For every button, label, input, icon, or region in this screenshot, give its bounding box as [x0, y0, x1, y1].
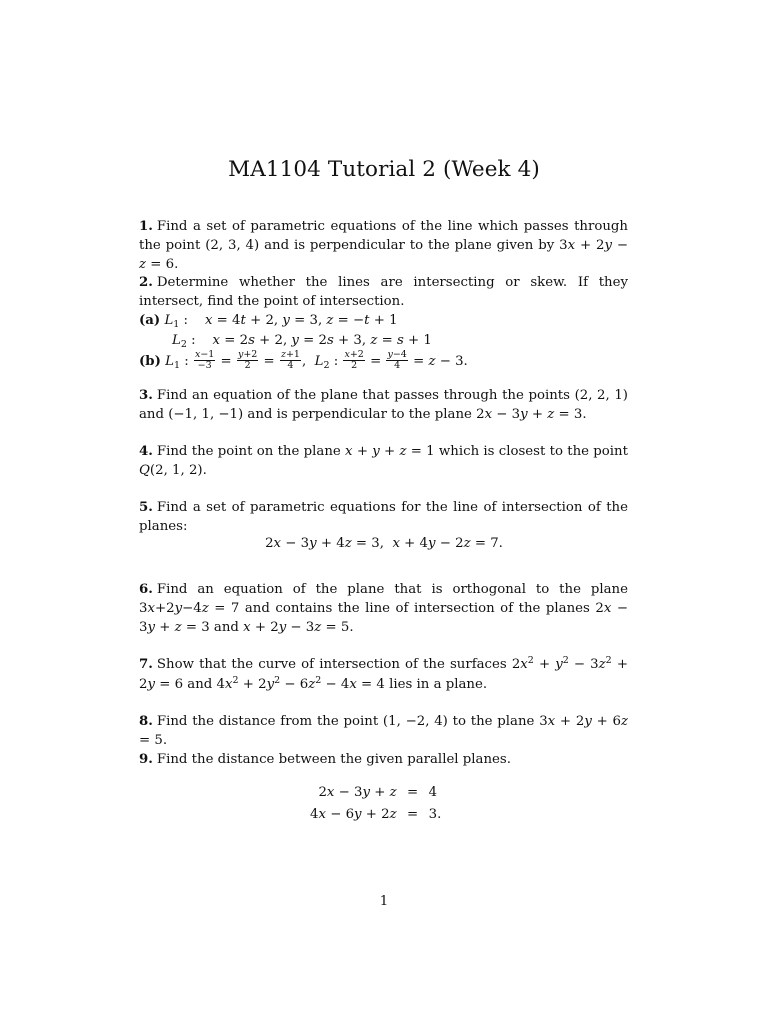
problem-5-display-equation: 2x − 3y + 4z = 3, x + 4y − 2z = 7. — [265, 536, 503, 551]
page-number: 1 — [379, 894, 389, 909]
problem-8: 8. Find the distance from the point (1, −2, 4) to the plane 3x + 2y + 6z = 5. — [139, 714, 628, 748]
problem-number: 1. — [139, 219, 153, 234]
problem-number: 9. — [139, 752, 153, 767]
problem-2-part-a: (a) $L_1$ : x = 4t + 2, y = 3, z = −t + 1 — [139, 313, 398, 330]
problem-number: 8. — [139, 714, 153, 729]
problem-4: 4. Find the point on the plane x + y + z = 1 which is closest to the point Q(2, 1, 2). — [139, 444, 628, 478]
problem-9-equation-array — [310, 781, 441, 825]
problem-2-part-a-line-2: $L_2$ : x = 2s + 2, y = 2s + 3, z = s + 1 — [172, 333, 432, 350]
problem-3: 3. Find an equation of the plane that passes through the points (2, 2, 1) and (−1, 1, −1) and is perpendicular to the plane 2x − 3y + z = 3. — [139, 388, 628, 422]
problem-2: 2. Determine whether the lines are intersecting or skew. If they intersect, find the point of intersection. (a) $L_1$ : x = 4t + 2, y = 3, z = −t + 1 $L_2$ : x = 2s + 2, y = 2s + 3, z = s + 1 (b) $L_1$ : $\frac{x-1}{-3}$ = $\frac{y+2}{2}$ = $\frac{z+1}{4}$ , $L_2$ : $\frac{x+2}{2}$ = $\frac{y-4}{4}$ = z − 3. — [139, 275, 628, 371]
problem-7: 7. Show that the curve of intersection of the surfaces $2x^2 + y^2 - 3z^2 + 2y = 6$ and $4x^2 + 2y^2 - 6z^2 - 4x = 4$ lies in a plane. — [139, 655, 628, 692]
document-title: MA1104 Tutorial 2 (Week 4) — [228, 157, 540, 182]
problem-number: 2. — [139, 275, 153, 290]
equation-row: 4x − 6y + 2z = 3. — [310, 806, 442, 822]
equation-row: 2x − 3y + z = 4 — [318, 784, 438, 800]
problem-number: 4. — [139, 444, 153, 459]
problem-5: 5. Find a set of parametric equations for the line of intersection of the planes: — [139, 500, 628, 534]
problem-number: 7. — [139, 657, 153, 672]
problem-9: 9. Find the distance between the given parallel planes. — [139, 752, 511, 767]
part-label: (b) — [139, 354, 161, 369]
problem-1: 1. Find a set of parametric equations of the line which passes through the point (2, 3, 4) and is perpendicular to the plane given by 3x + 2y − z = 6. — [139, 219, 629, 272]
problem-2-part-b: (b) $L_1$ : $\frac{x-1}{-3}$ = $\frac{y+2}{2}$ = $\frac{z+1}{4}$ , $L_2$ : $\frac{x+2}{2}$ = $\frac{y-4}{4}$ = z − 3. — [139, 349, 468, 371]
problem-6: 6. Find an equation of the plane that is orthogonal to the plane 3x+2y−4z = 7 and contains the line of intersection of the planes 2x − 3y + z = 3 and x + 2y − 3z = 5. — [139, 582, 628, 635]
problem-number: 6. — [139, 582, 153, 597]
problem-number: 3. — [139, 388, 153, 403]
part-label: (a) — [139, 313, 161, 328]
problem-number: 5. — [139, 500, 153, 515]
